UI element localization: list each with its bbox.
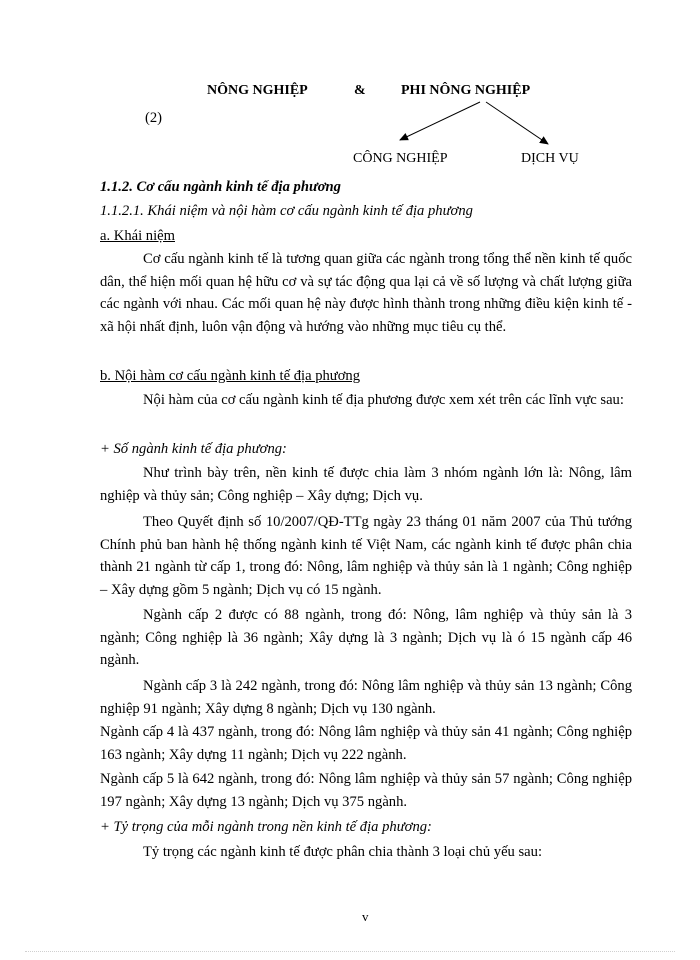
paragraph-ty-trong: Tỷ trọng các ngành kinh tế được phân chia thành 3 loại chủ yếu sau: <box>143 844 542 860</box>
part-a-title: a. Khái niệm <box>100 228 175 244</box>
paragraph-nganh-cap-5: Ngành cấp 5 là 642 ngành, trong đó: Nông lâm nghiệp và thủy sản 57 ngành; Công nghiệp 197 ngành; Xây dựng 13 ngành; Dịch vụ 375 ngành. <box>100 771 632 810</box>
part-a-paragraph: Cơ cấu ngành kinh tế là tương quan giữa các ngành trong tổng thể nền kinh tế quốc dân, thể hiện mối quan hệ hữu cơ và sự tác động qua lại cả về số lượng và chất lượng giữa các ngành với nhau. Các mối quan hệ này được hình thành trong những điều kiện kinh tế - xã hội nhất định, luôn vận động và hướng vào những mục tiêu cụ thể. <box>100 251 632 335</box>
paragraph-quyet-dinh: Theo Quyết định số 10/2007/QĐ-TTg ngày 23 tháng 01 năm 2007 của Thủ tướng Chính phủ ban hành hệ thống ngành kinh tế Việt Nam, các ngành kinh tế được phân chia thành 21 ngành từ cấp 1, trong đó: Nông, lâm nghiệp và thủy sản là 1 ngành; Công nghiệp – Xây dựng gồm 5 ngành; Dịch vụ có 15 ngành. <box>100 514 632 598</box>
paragraph-nhom-nganh: Như trình bày trên, nền kinh tế được chia làm 3 nhóm ngành lớn là: Nông, lâm nghiệp và thủy sản; Công nghiệp – Xây dựng; Dịch vụ. <box>100 465 632 504</box>
part-b-title: b. Nội hàm cơ cấu ngành kinh tế địa phương <box>100 368 361 384</box>
heading-ty-trong: + Tỷ trọng của mỗi ngành trong nền kinh tế địa phương: <box>100 819 432 835</box>
diagram-branch-cong-nghiep: CÔNG NGHIỆP <box>353 151 448 166</box>
diagram-right-header: PHI NÔNG NGHIỆP <box>401 83 531 98</box>
diagram-ampersand: & <box>354 83 366 98</box>
arrow-to-dich-vu <box>486 102 548 144</box>
diagram-left-header: NÔNG NGHIỆP <box>207 83 308 98</box>
diagram-arrows <box>0 0 700 170</box>
heading-so-nganh: + Số ngành kinh tế địa phương: <box>100 441 287 457</box>
subsection-heading: 1.1.2.1. Khái niệm và nội hàm cơ cấu ngành kinh tế địa phương <box>100 203 473 219</box>
section-heading: 1.1.2. Cơ cấu ngành kinh tế địa phương <box>100 179 341 195</box>
part-b-intro: Nội hàm của cơ cấu ngành kinh tế địa phương được xem xét trên các lĩnh vực sau: <box>143 392 624 408</box>
page-number: v <box>362 909 369 924</box>
paragraph-nganh-cap-2: Ngành cấp 2 được có 88 ngành, trong đó: Nông, lâm nghiệp và thủy sản là 3 ngành; Công nghiệp là 36 ngành; Xây dựng là 3 ngành; Dịch vụ là ó 15 ngành cấp 46 ngành. <box>100 607 632 668</box>
arrow-to-cong-nghiep <box>400 102 480 140</box>
diagram-marker: (2) <box>145 110 163 126</box>
page-bottom-rule <box>25 951 675 952</box>
paragraph-nganh-cap-4: Ngành cấp 4 là 437 ngành, trong đó: Nông lâm nghiệp và thủy sản 41 ngành; Công nghiệp 163 ngành; Xây dựng 11 ngành; Dịch vụ 222 ngành. <box>100 724 632 763</box>
paragraph-nganh-cap-3: Ngành cấp 3 là 242 ngành, trong đó: Nông lâm nghiệp và thủy sản 13 ngành; Công nghiệp 91 ngành; Xây dựng 8 ngành; Dịch vụ 130 ngành. <box>100 678 632 717</box>
diagram-branch-dich-vu: DỊCH VỤ <box>521 151 579 166</box>
